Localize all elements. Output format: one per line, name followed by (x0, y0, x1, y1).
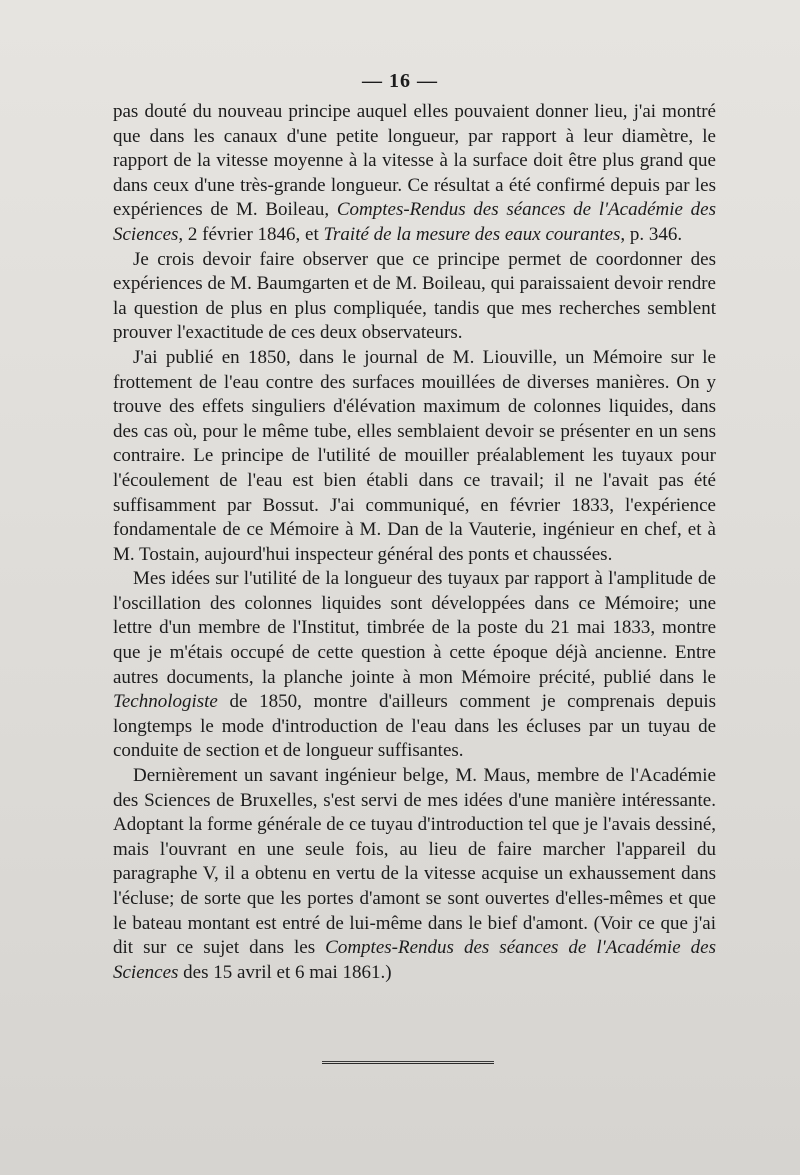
text-run: , 2 février 1846, et (178, 223, 324, 245)
body-text (113, 100, 716, 985)
paragraph (113, 346, 716, 567)
text-run: pas douté du nouveau principe auquel elles pouvaient donner lieu, j'ai montré que dans les canaux d'une petite longueur, par rapport à leur diamètre, le rapport de la vitesse moyenne à la vitesse à la surface doit être plus grand que dans ceux d'une très-grande longueur. Ce résultat a été confirmé depuis par les expériences de M. Boileau, (113, 101, 716, 221)
paragraph (113, 248, 716, 346)
text-run: Dernièrement un savant ingénieur belge, M. Maus, membre de l'Académie des Sciences de Bruxelles, s'est servi de mes idées d'une manière intéressante. Adoptant la forme générale de ce tuyau d'introduction tel que je l'avais dessiné, mais l'ouvrant en une seule fois, au lieu de faire marcher l'appareil du paragraphe V, il a obtenu en vertu de la vitesse acquise un exhaussement dans l'écluse; de sorte que les portes d'amont se sont ouvertes d'elles-mêmes et que le bateau montant est entré de lui-même dans le bief d'amont. (Voir ce que j'ai dit sur ce sujet dans les (113, 765, 716, 959)
italic-title: Traité de la mesure des eaux courantes (323, 223, 621, 245)
paragraph (113, 100, 716, 248)
text-run: de 1850, montre d'ailleurs comment je comprenais depuis longtemps le mode d'introduction de l'eau dans les écluses par un tuyau de conduite de section et de longueur suffisantes. (113, 691, 716, 762)
text-run: Mes idées sur l'utilité de la longueur des tuyaux par rapport à l'amplitude de l'oscillation des colonnes liquides sont développées dans ce Mémoire; une lettre d'un membre de l'Institut, timbrée de la poste du 21 mai 1833, montre que je m'étais occupé de cette question à cette époque déjà ancienne. Entre autres documents, la planche jointe à mon Mémoire précité, publié dans le (113, 568, 716, 688)
text-run: J'ai publié en 1850, dans le journal de M. Liouville, un Mémoire sur le frottement de l'eau contre des surfaces mouillées de diverses manières. On y trouve des effets singuliers d'élévation maximum de colonnes liquides, dans des cas où, pour le même tube, elles semblaient devoir se présenter en un sens contraire. Le principe de l'utilité de mouiller préalablement les tuyaux pour l'écoulement de l'eau est bien établi dans ce travail; il ne l'avait pas été suffisamment par Bossut. J'ai communiqué, en février 1833, l'expérience fondamentale de ce Mémoire à M. Dan de la Vauterie, ingénieur en chef, et à M. Tostain, aujourd'hui inspecteur général des ponts et chaussées. (113, 346, 716, 565)
paragraph (113, 567, 716, 764)
paragraph (113, 764, 716, 985)
text-run: des 15 avril et 6 mai 1861.) (178, 961, 392, 983)
end-rule (322, 1063, 494, 1064)
italic-title: Comptes-Rendus des séances de l'Académie des Sciences (113, 937, 716, 983)
italic-title: Comptes-Rendus des séances de l'Académie des Sciences (113, 199, 716, 245)
text-run: Je crois devoir faire observer que ce principe permet de coordonner des expériences de M. Baumgarten et de M. Boileau, qui paraissaient devoir rendre la question de plus en plus compliquée, tandis que mes recherches semblent prouver l'exactitude de ces deux observateurs. (113, 248, 716, 344)
italic-title: Technologiste (113, 691, 218, 713)
page-number: — 16 — (362, 70, 438, 92)
text-run: , p. 346. (620, 223, 683, 245)
